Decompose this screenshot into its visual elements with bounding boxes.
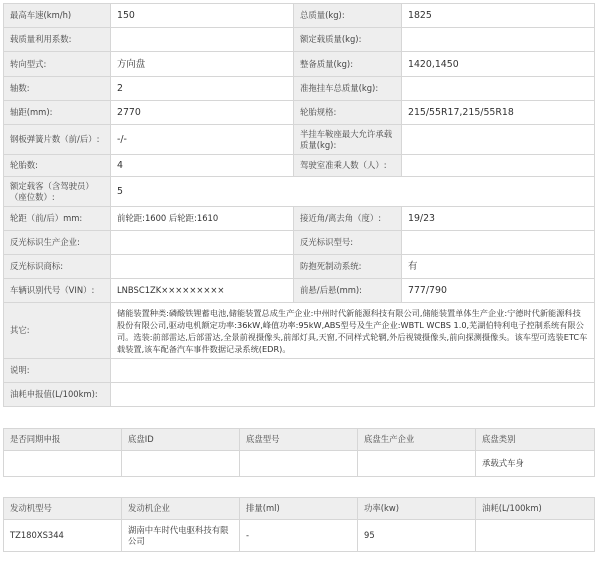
passengers-value: 5 bbox=[111, 177, 595, 207]
table-row bbox=[4, 77, 595, 101]
table-row bbox=[4, 303, 595, 359]
total-mass-label: 总质量(kg): bbox=[294, 4, 402, 28]
table-row bbox=[4, 101, 595, 125]
engine-maker-cell: 湖南中车时代电驱科技有限公司 bbox=[122, 520, 240, 552]
reflector-brand-label: 反光标识商标: bbox=[4, 255, 111, 279]
engine-header-power: 功率(kw) bbox=[358, 498, 476, 520]
overhang-label: 前悬/后悬(mm): bbox=[294, 279, 402, 303]
passengers-label: 额定载客（含驾驶员）（座位数）: bbox=[4, 177, 111, 207]
abs-value: 有 bbox=[402, 255, 595, 279]
wheelbase-value: 2770 bbox=[111, 101, 294, 125]
leaf-springs-value: -/- bbox=[111, 125, 294, 155]
engine-header-displacement: 排量(ml) bbox=[240, 498, 358, 520]
tire-spec-value: 215/55R17,215/55R18 bbox=[402, 101, 595, 125]
abs-label: 防抱死制动系统: bbox=[294, 255, 402, 279]
cab-capacity-value bbox=[402, 155, 595, 177]
table-row bbox=[4, 359, 595, 383]
table-row bbox=[4, 231, 595, 255]
table-header-row bbox=[4, 429, 595, 451]
chassis-model-cell bbox=[240, 451, 358, 477]
table-row bbox=[4, 207, 595, 231]
vehicle-parameters-table bbox=[3, 3, 595, 407]
track-label: 轮距（前/后）mm: bbox=[4, 207, 111, 231]
table-row bbox=[4, 255, 595, 279]
chassis-header-model: 底盘型号 bbox=[240, 429, 358, 451]
table-row bbox=[4, 52, 595, 77]
engine-displacement-cell: - bbox=[240, 520, 358, 552]
engine-power-cell: 95 bbox=[358, 520, 476, 552]
fuel-declared-label: 油耗申报值(L/100km): bbox=[4, 383, 111, 407]
fuel-declared-value bbox=[111, 383, 595, 407]
reflector-model-label: 反光标识型号: bbox=[294, 231, 402, 255]
chassis-table bbox=[3, 428, 595, 477]
overhang-value: 777/790 bbox=[402, 279, 595, 303]
wheelbase-label: 轴距(mm): bbox=[4, 101, 111, 125]
semi-trailer-load-label: 半挂车鞍座最大允许承载质量(kg): bbox=[294, 125, 402, 155]
other-value: 储能装置种类:磷酸铁锂蓄电池,储能装置总成生产企业:中州时代新能源科技有限公司,储能装置单体生产企业:宁德时代新能源科技股份有限公司,驱动电机额定功率:36kW,峰值功率:95kW,ABS型号及生产企业:WBTL WCBS 1.0,芜湖伯特利电子控制系统有限公司。选装:前部雷达,后部雷达,全景前视摄像头,前部灯具,天窗,不同样式轮辋,外后视镜摄像头,前向探测摄像头。该车型可选装ETC车载装置,该车配备汽车事件数据记录系统(EDR)。 bbox=[111, 303, 595, 359]
reflector-model-value bbox=[402, 231, 595, 255]
chassis-header-maker: 底盘生产企业 bbox=[358, 429, 476, 451]
max-speed-label: 最高车速(km/h) bbox=[4, 4, 111, 28]
vin-value: LNBSC1ZK××××××××× bbox=[111, 279, 294, 303]
reflector-brand-value bbox=[111, 255, 294, 279]
reflector-maker-value bbox=[111, 231, 294, 255]
table-row bbox=[4, 383, 595, 407]
engine-header-model: 发动机型号 bbox=[4, 498, 122, 520]
chassis-header-same-period: 是否同期申报 bbox=[4, 429, 122, 451]
chassis-same-period-cell bbox=[4, 451, 122, 477]
chassis-id-cell bbox=[122, 451, 240, 477]
table-row bbox=[4, 177, 595, 207]
note-value bbox=[111, 359, 595, 383]
axles-value: 2 bbox=[111, 77, 294, 101]
reflector-maker-label: 反光标识生产企业: bbox=[4, 231, 111, 255]
engine-model-cell: TZ180XS344 bbox=[4, 520, 122, 552]
approach-angle-value: 19/23 bbox=[402, 207, 595, 231]
chassis-maker-cell bbox=[358, 451, 476, 477]
rated-load-value bbox=[402, 28, 595, 52]
load-util-label: 载质量利用系数: bbox=[4, 28, 111, 52]
max-speed-value: 150 bbox=[111, 4, 294, 28]
chassis-type-cell: 承载式车身 bbox=[476, 451, 595, 477]
engine-table bbox=[3, 497, 595, 552]
track-value: 前轮距:1600 后轮距:1610 bbox=[111, 207, 294, 231]
trailer-mass-label: 准拖挂车总质量(kg): bbox=[294, 77, 402, 101]
steering-label: 转向型式: bbox=[4, 52, 111, 77]
cab-capacity-label: 驾驶室准乘人数（人）: bbox=[294, 155, 402, 177]
vin-label: 车辆识别代号（VIN）: bbox=[4, 279, 111, 303]
steering-value: 方向盘 bbox=[111, 52, 294, 77]
table-header-row bbox=[4, 498, 595, 520]
engine-header-maker: 发动机企业 bbox=[122, 498, 240, 520]
engine-header-fuel: 油耗(L/100km) bbox=[476, 498, 595, 520]
note-label: 说明: bbox=[4, 359, 111, 383]
axles-label: 轴数: bbox=[4, 77, 111, 101]
table-row bbox=[4, 4, 595, 28]
tire-count-label: 轮胎数: bbox=[4, 155, 111, 177]
semi-trailer-load-value bbox=[402, 125, 595, 155]
tire-count-value: 4 bbox=[111, 155, 294, 177]
trailer-mass-value bbox=[402, 77, 595, 101]
engine-fuel-cell bbox=[476, 520, 595, 552]
table-row bbox=[4, 155, 595, 177]
other-label: 其它: bbox=[4, 303, 111, 359]
table-row bbox=[4, 279, 595, 303]
table-row bbox=[4, 451, 595, 477]
tire-spec-label: 轮胎规格: bbox=[294, 101, 402, 125]
curb-mass-label: 整备质量(kg): bbox=[294, 52, 402, 77]
leaf-springs-label: 钢板弹簧片数（前/后）: bbox=[4, 125, 111, 155]
rated-load-label: 额定载质量(kg): bbox=[294, 28, 402, 52]
curb-mass-value: 1420,1450 bbox=[402, 52, 595, 77]
chassis-header-id: 底盘ID bbox=[122, 429, 240, 451]
load-util-value bbox=[111, 28, 294, 52]
table-row bbox=[4, 28, 595, 52]
chassis-header-type: 底盘类别 bbox=[476, 429, 595, 451]
table-row bbox=[4, 520, 595, 552]
total-mass-value: 1825 bbox=[402, 4, 595, 28]
table-row bbox=[4, 125, 595, 155]
approach-angle-label: 接近角/离去角（度）: bbox=[294, 207, 402, 231]
